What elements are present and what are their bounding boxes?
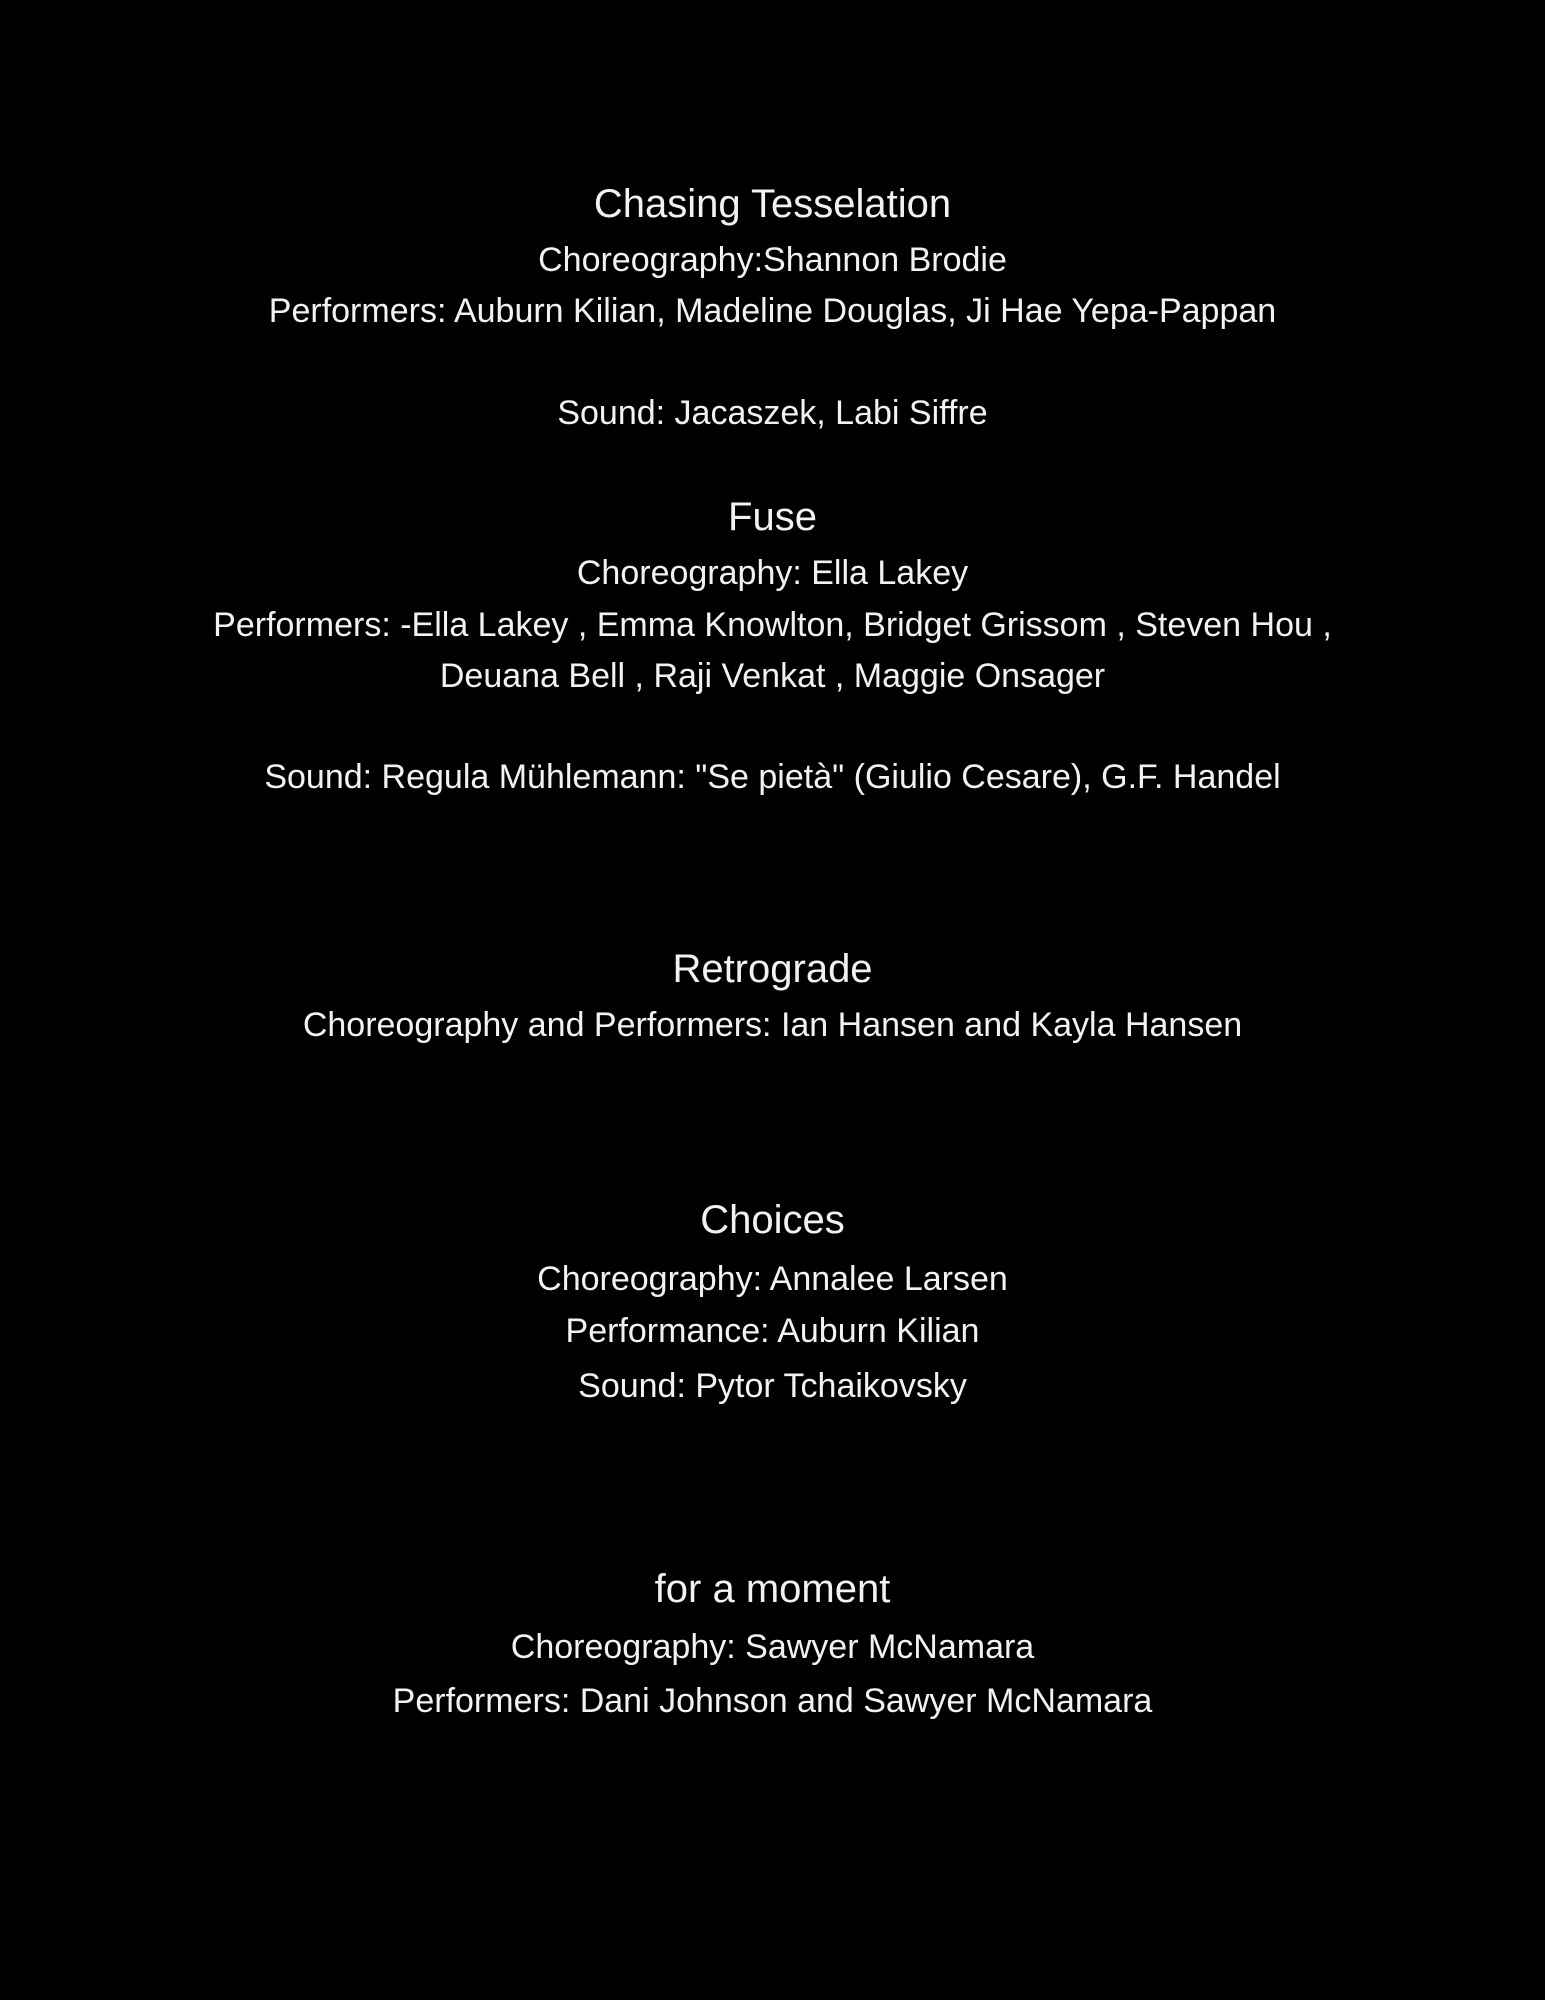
performers-credit: Performers: Dani Johnson and Sawyer McNamara	[392, 1682, 1153, 1720]
choreography-credit: Choreography: Sawyer McNamara	[510, 1628, 1035, 1666]
choreography-credit: Choreography: Annalee Larsen	[537, 1260, 1008, 1298]
performance-credit: Performance: Auburn Kilian	[565, 1312, 980, 1350]
choreography-credit: Choreography: Ella Lakey	[576, 554, 969, 592]
piece-title: Fuse	[728, 495, 817, 539]
performers-credit: Performers: -Ella Lakey , Emma Knowlton, Bridget Grissom , Steven Hou ,	[213, 606, 1332, 644]
sound-credit: Sound: Regula Mühlemann: "Se pietà" (Giulio Cesare), G.F. Handel	[264, 758, 1281, 796]
sound-credit: Sound: Jacaszek, Labi Siffre	[557, 394, 988, 432]
piece-title: Chasing Tesselation	[593, 182, 952, 226]
sound-credit: Sound: Pytor Tchaikovsky	[578, 1367, 967, 1405]
piece-title: for a moment	[654, 1567, 891, 1611]
performers-credit-continued: Deuana Bell , Raji Venkat , Maggie Onsager	[439, 657, 1106, 695]
choreography-performers-credit: Choreography and Performers: Ian Hansen and Kayla Hansen	[302, 1006, 1243, 1044]
piece-title: Choices	[700, 1198, 845, 1242]
performers-credit: Performers: Auburn Kilian, Madeline Douglas, Ji Hae Yepa-Pappan	[268, 292, 1277, 330]
piece-title: Retrograde	[672, 947, 873, 991]
choreography-credit: Choreography:Shannon Brodie	[538, 241, 1007, 279]
